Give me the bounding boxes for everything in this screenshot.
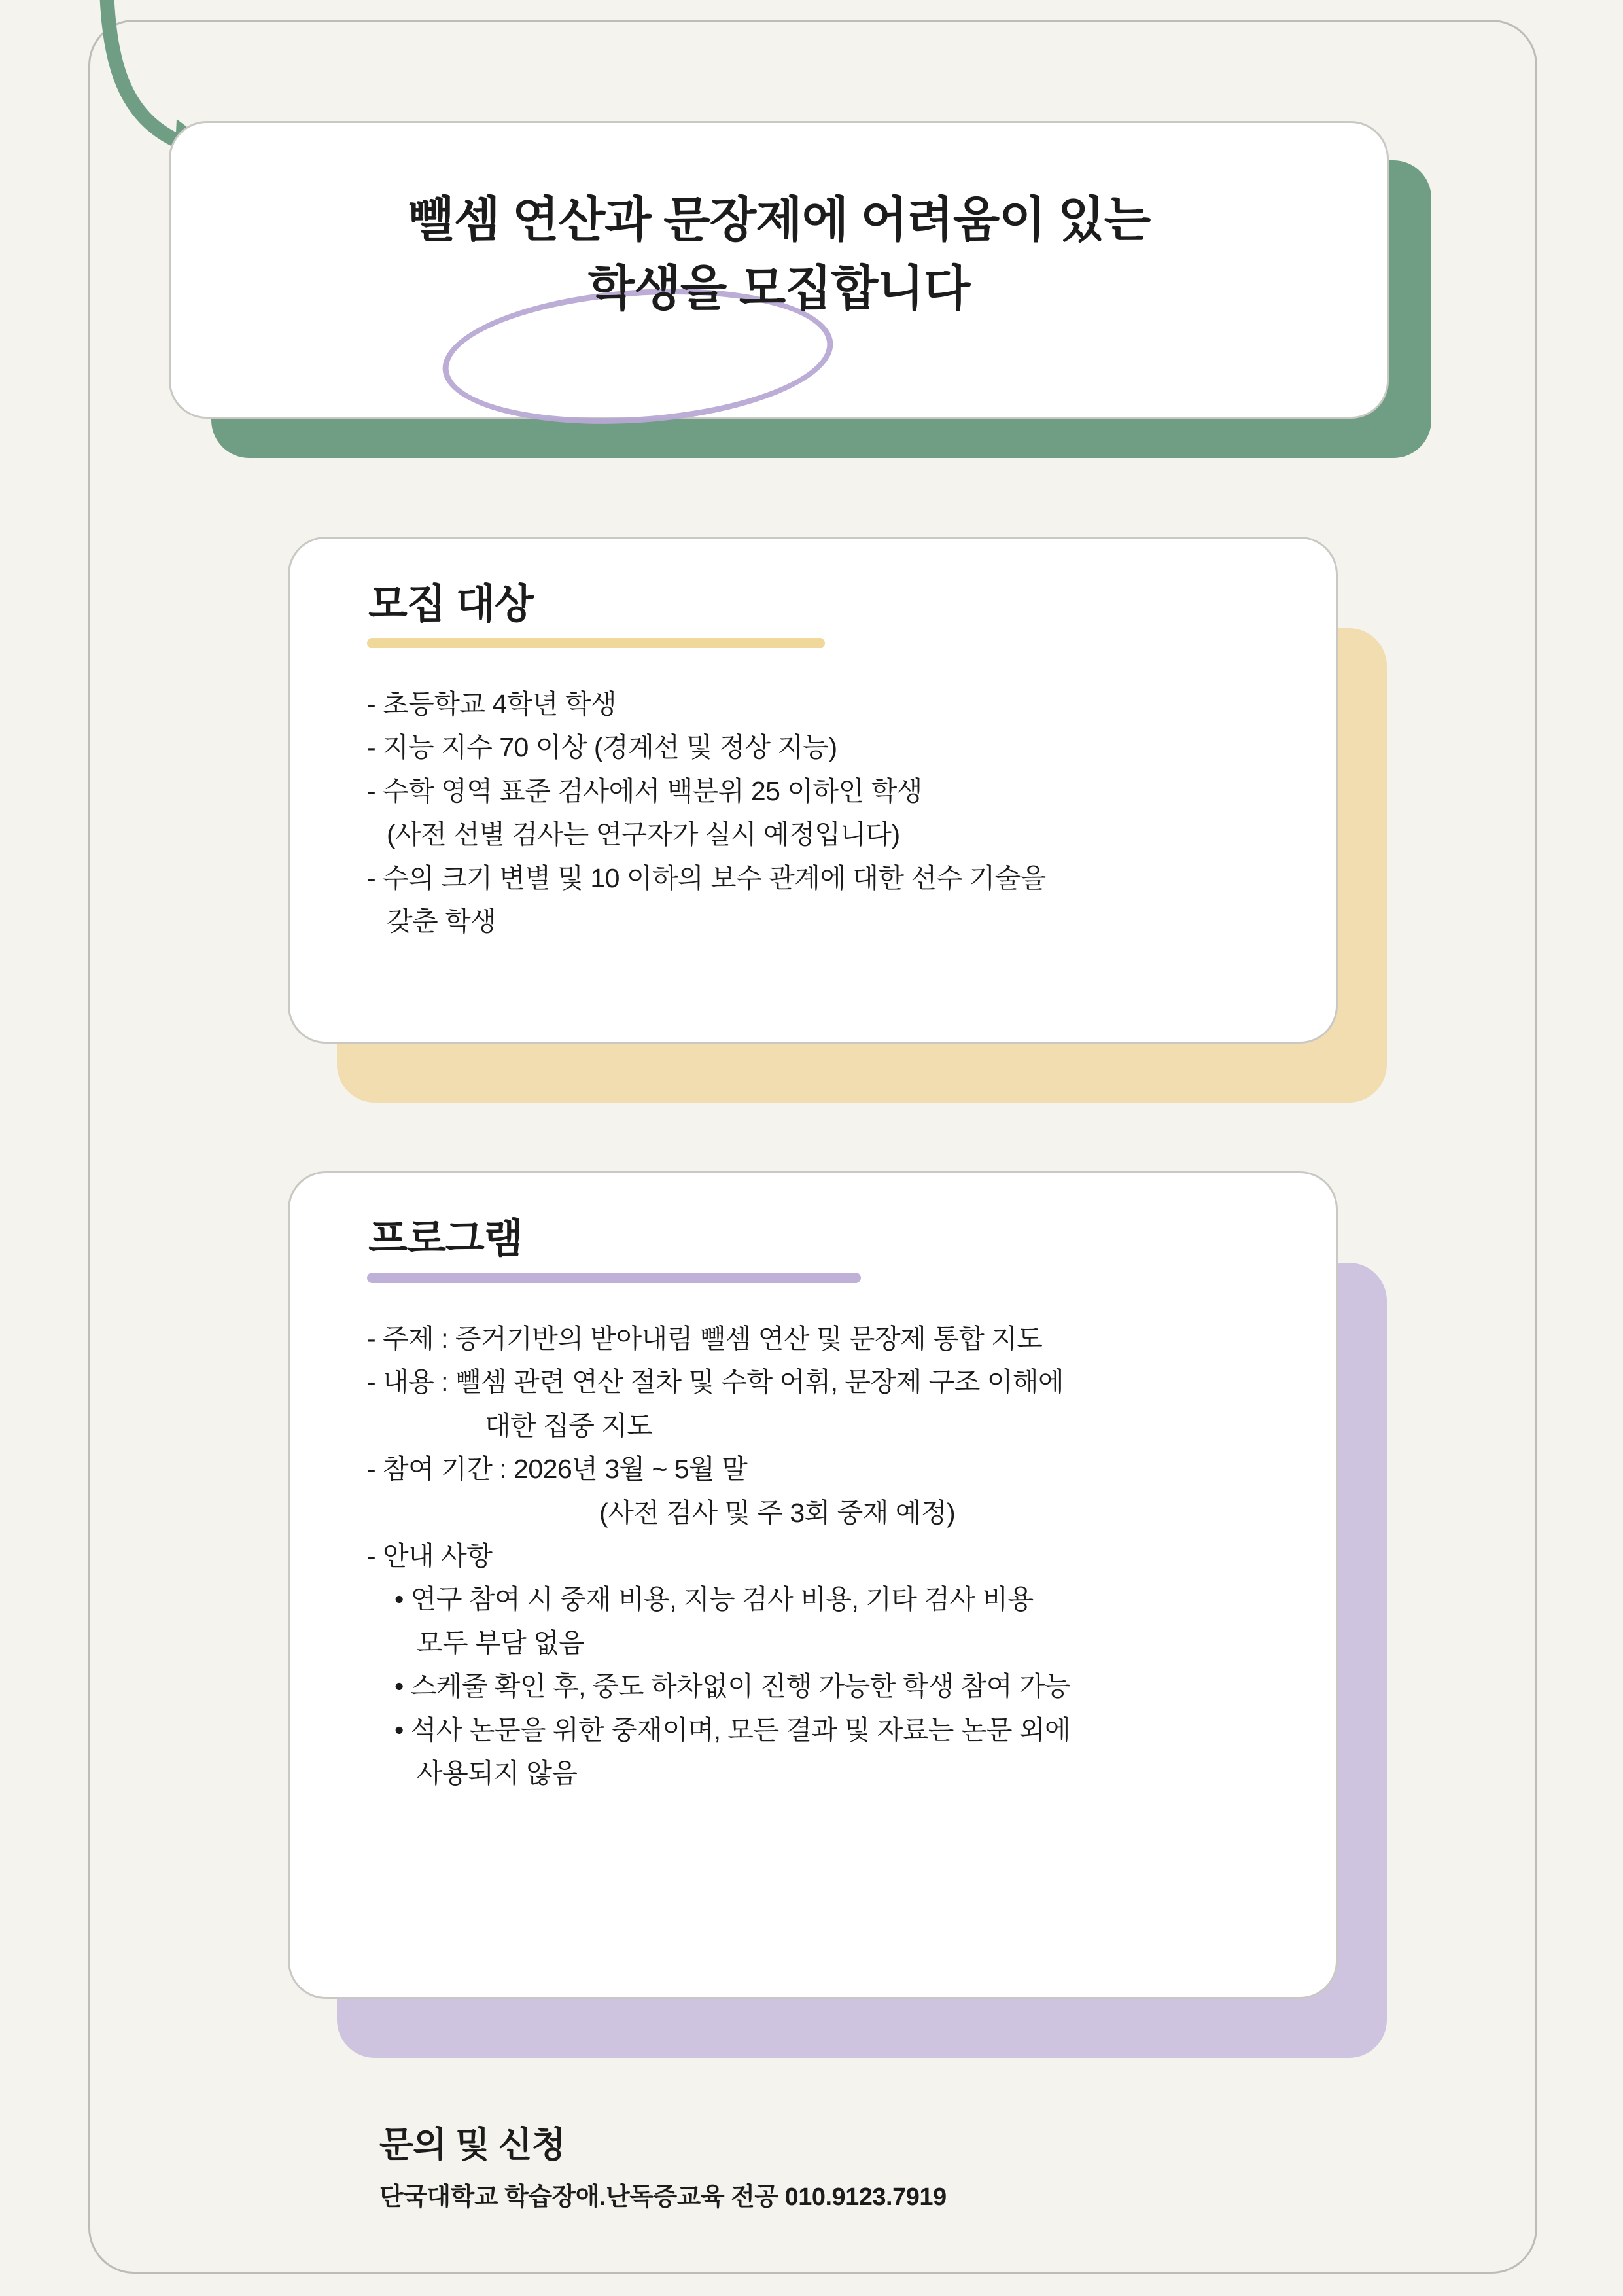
list-item: 대한 집중 지도 xyxy=(485,1410,653,1441)
list-item: 갖춘 학생 xyxy=(387,906,497,937)
contact-title: 문의 및 신청 xyxy=(379,2125,565,2164)
section-body-target xyxy=(367,682,1302,943)
list-item: - 내용 : 뺄셈 관련 연산 절차 및 수학 어휘, 문장제 구조 이해에 xyxy=(367,1367,1064,1398)
list-item: - 안내 사항 xyxy=(367,1541,493,1572)
list-item: - 지능 지수 70 이상 (경계선 및 정상 지능) xyxy=(367,732,837,763)
list-item: (사전 선별 검사는 연구자가 실시 예정입니다) xyxy=(387,819,900,850)
section-heading-target: 모집 대상 xyxy=(368,582,533,627)
section-card-target xyxy=(288,537,1413,1106)
section-heading-program: 프로그램 xyxy=(368,1216,523,1262)
page-title xyxy=(171,185,1387,323)
section-card-target-body xyxy=(288,537,1338,1044)
section-body-program xyxy=(367,1317,1302,1795)
list-item: • 스케줄 확인 후, 중도 하차없이 진행 가능한 학생 참여 가능 xyxy=(394,1671,1071,1702)
list-item: 사용되지 않음 xyxy=(417,1758,578,1789)
section-underline-target xyxy=(367,638,825,648)
list-item: - 주제 : 증거기반의 받아내림 뺄셈 연산 및 문장제 통합 지도 xyxy=(367,1324,1043,1354)
list-item: 모두 부담 없음 xyxy=(417,1627,585,1658)
title-card xyxy=(169,121,1431,461)
page-title-line-1: 뺄셈 연산과 문장제에 어려움이 있는 xyxy=(407,192,1151,247)
contact-detail: 단국대학교 학습장애.난독증교육 전공 010.9123.7919 xyxy=(379,2183,947,2211)
list-item: - 수의 크기 변별 및 10 이하의 보수 관계에 대한 선수 기술을 xyxy=(367,862,1046,893)
list-item: - 수학 영역 표준 검사에서 백분위 25 이하인 학생 xyxy=(367,775,922,806)
list-item: • 연구 참여 시 중재 비용, 지능 검사 비용, 기타 검사 비용 xyxy=(394,1584,1034,1615)
list-item: • 석사 논문을 위한 중재이며, 모든 결과 및 자료는 논문 외에 xyxy=(394,1714,1071,1745)
section-card-program xyxy=(288,1171,1413,2058)
list-item: (사전 검사 및 주 3회 중재 예정) xyxy=(599,1497,956,1528)
page-title-line-2: 학생을 모집합니다 xyxy=(587,261,970,316)
section-underline-program xyxy=(367,1273,861,1283)
section-card-program-body xyxy=(288,1171,1338,1999)
list-item: - 초등학교 4학년 학생 xyxy=(367,689,616,719)
title-card-body xyxy=(169,121,1389,419)
contact-block xyxy=(379,2117,1361,2212)
list-item: - 참여 기간 : 2026년 3월 ~ 5월 말 xyxy=(367,1454,748,1485)
